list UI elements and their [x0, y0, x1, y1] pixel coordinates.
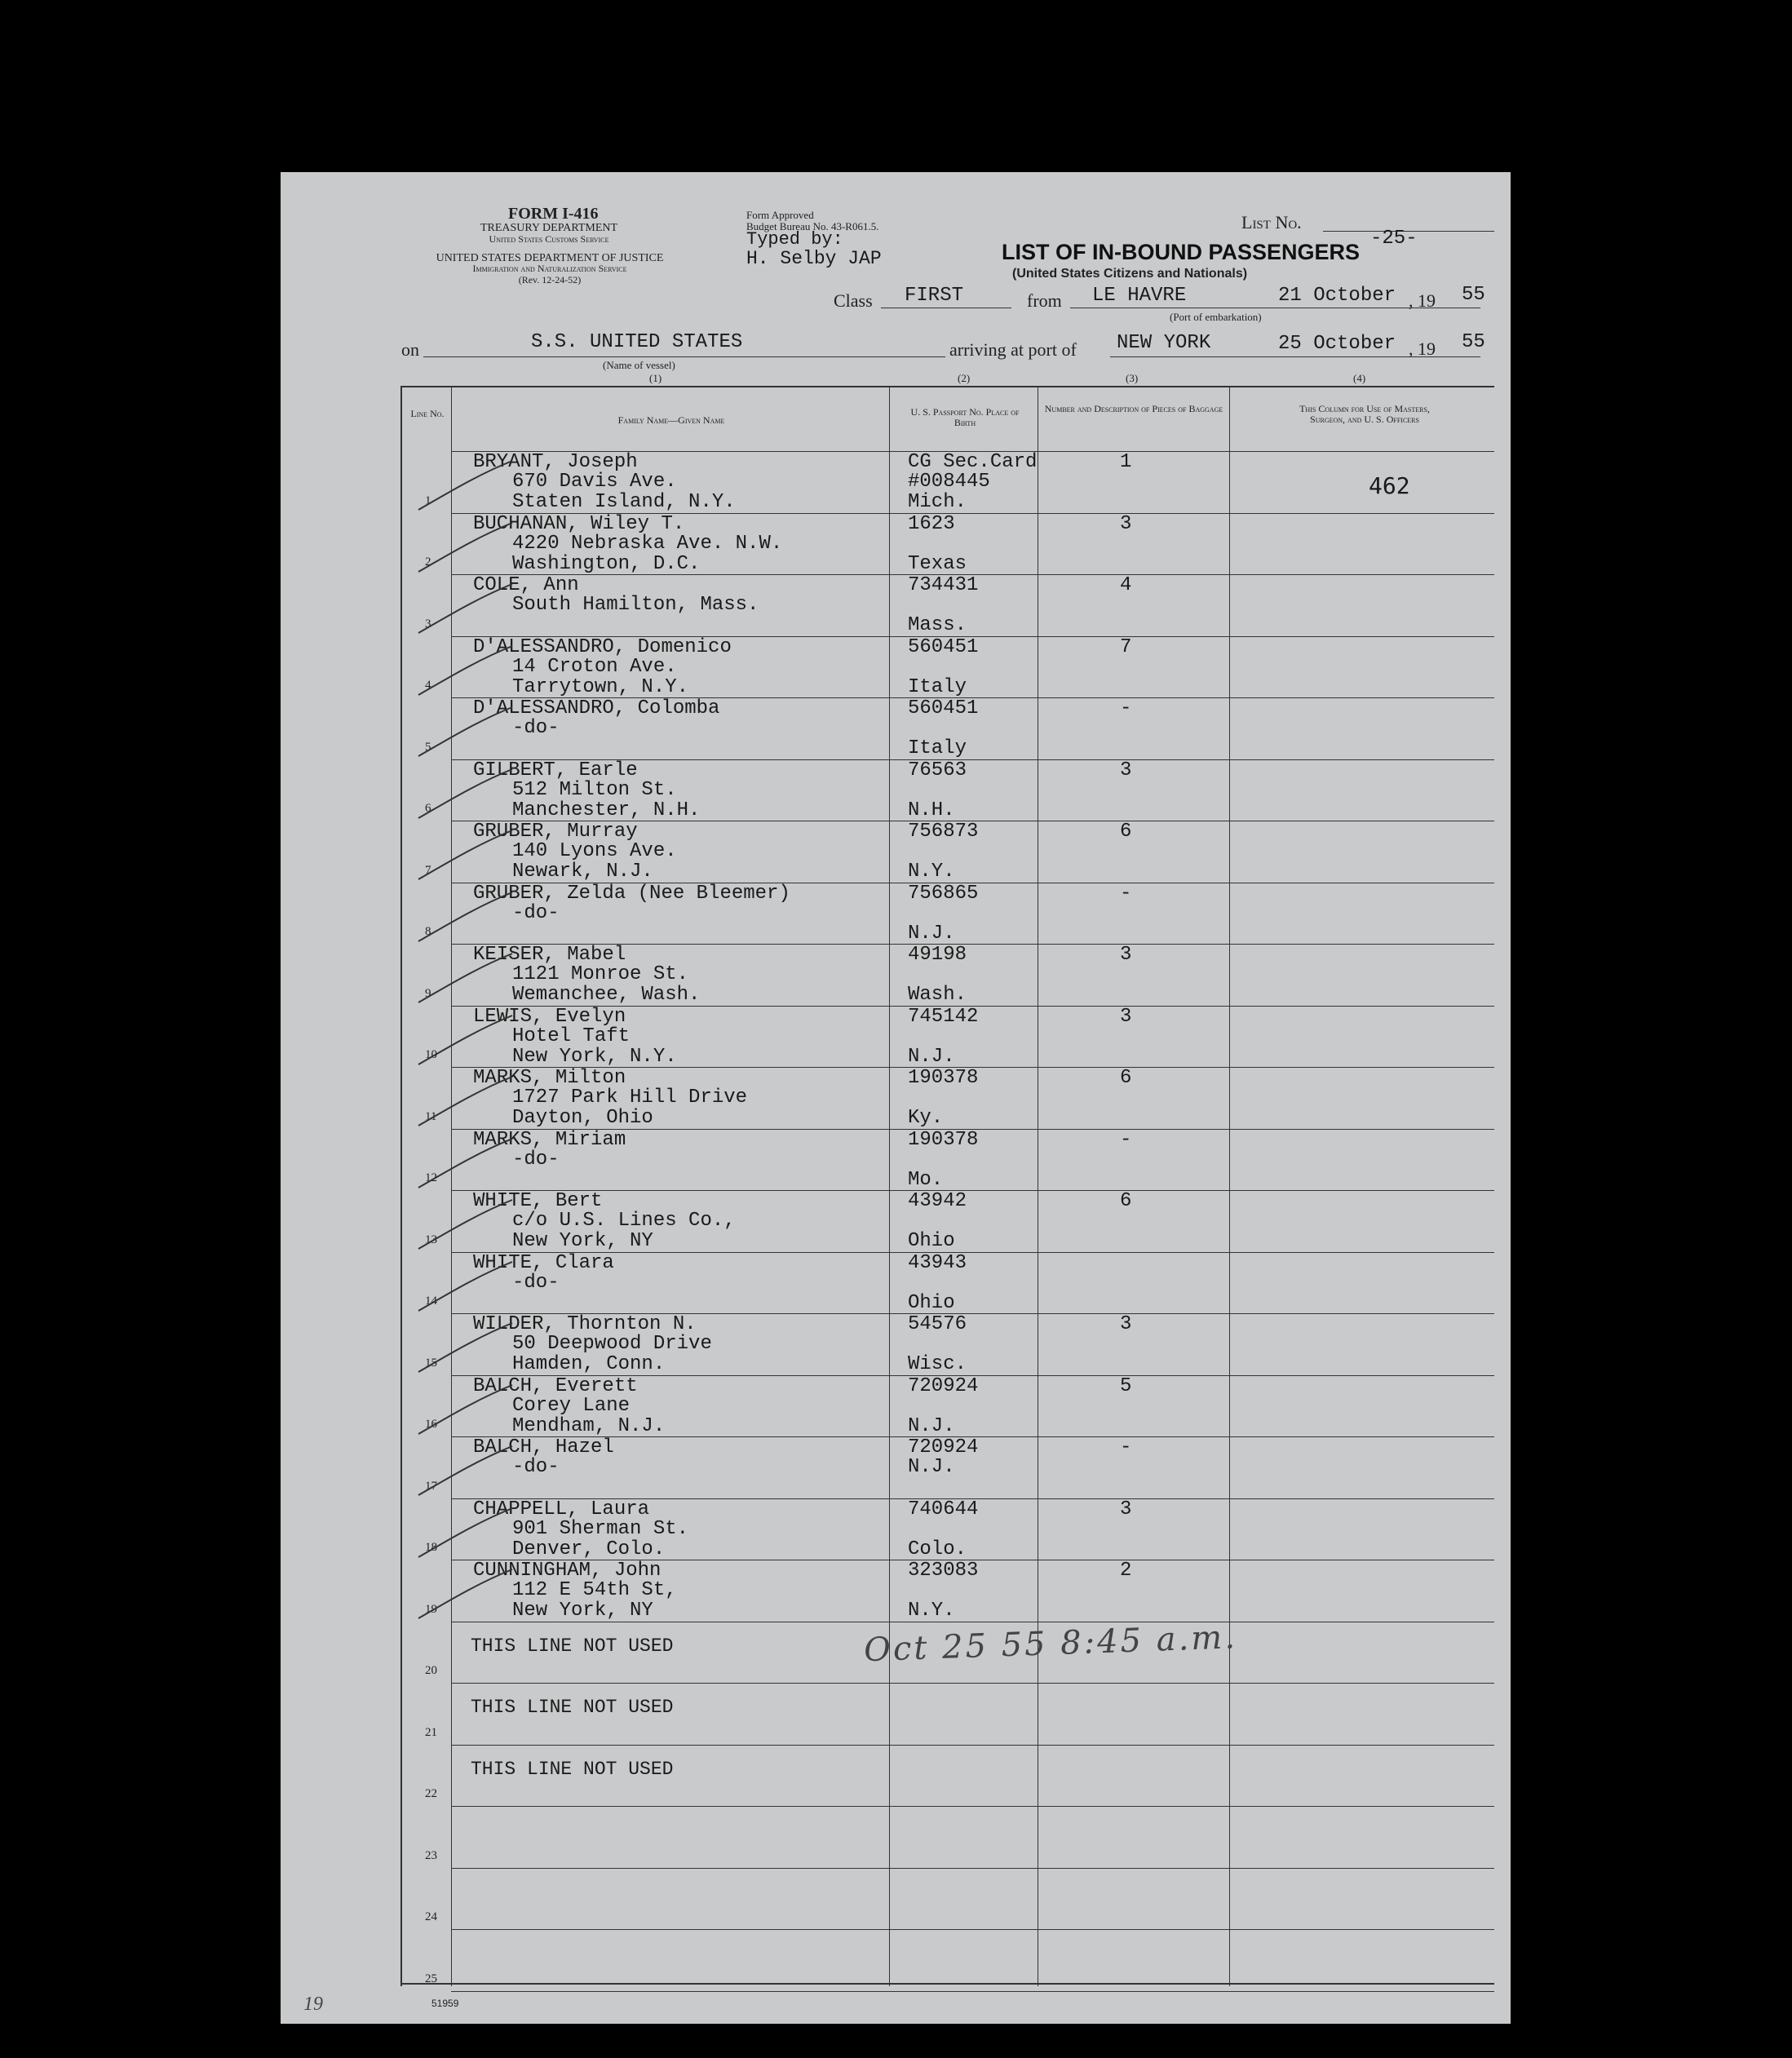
signature-initial-scrawl: [732, 1628, 865, 1675]
passenger-name: THIS LINE NOT USED: [471, 1697, 674, 1718]
class-value: FIRST: [905, 285, 964, 307]
place-of-birth: Italy: [908, 737, 967, 759]
passport-line-1: 740644: [908, 1498, 979, 1520]
baggage-count: 6: [1120, 1067, 1132, 1089]
arrival-date: 25 October: [1278, 333, 1396, 355]
baggage-count: -: [1120, 1128, 1132, 1151]
passenger-name: WHITE, Bert: [473, 1190, 603, 1212]
passport-line-1: 560451: [908, 635, 979, 658]
table-row: [402, 1129, 1494, 1191]
passenger-name: COLE, Ann: [473, 574, 579, 596]
place-of-birth: Ohio: [908, 1291, 955, 1314]
checkmark-icon: [410, 636, 459, 701]
passenger-address-line-1: 112 E 54th St,: [512, 1579, 677, 1601]
table-row: [402, 1498, 1494, 1560]
ins-service: Immigration and Naturalization Service: [472, 263, 627, 274]
line-number: 9: [425, 986, 431, 1000]
table-row: [402, 1190, 1494, 1252]
embarkation-port: LE HAVRE: [1092, 285, 1187, 307]
page-mark: 19: [303, 1994, 323, 2015]
table-row: [402, 1745, 1494, 1807]
baggage-count: 3: [1120, 1498, 1132, 1520]
row-rule: [451, 1991, 1494, 1992]
form-subtitle: (United States Citizens and Nationals): [1012, 267, 1248, 281]
passenger-name: GRUBER, Zelda (Nee Bleemer): [473, 882, 790, 905]
arrival-year: 55: [1462, 331, 1485, 353]
passenger-address-line-2: Mendham, N.J.: [512, 1414, 666, 1437]
baggage-count: 3: [1120, 759, 1132, 781]
list-number: -25-: [1370, 228, 1418, 250]
table-row: [402, 1806, 1494, 1868]
baggage-count: 6: [1120, 821, 1132, 843]
col-header-officers: This Column for Use of Masters, Surgeon, and U. S. Officers: [1299, 403, 1430, 425]
baggage-count: 5: [1120, 1374, 1132, 1397]
vessel-name: S.S. UNITED STATES: [531, 331, 743, 353]
table-row: [402, 1560, 1494, 1622]
place-of-birth: Mo.: [908, 1168, 944, 1191]
line-number: 23: [425, 1848, 437, 1862]
baggage-count: -: [1120, 1436, 1132, 1458]
passenger-address-line-1: South Hamilton, Mass.: [512, 594, 759, 616]
table-row: [402, 883, 1494, 945]
form-approved: Form Approved: [746, 209, 814, 221]
passenger-address-line-1: 4220 Nebraska Ave. N.W.: [512, 532, 783, 555]
passport-line-1: 734431: [908, 574, 979, 596]
checkmark-icon: [410, 1006, 459, 1071]
checkmark-icon: [410, 697, 459, 763]
passenger-address-line-1: 512 Milton St.: [512, 778, 677, 801]
list-no-label: List No.: [1241, 212, 1302, 232]
place-of-birth: Mass.: [908, 614, 967, 636]
table-row: [402, 1313, 1494, 1375]
passenger-address-line-2: Hamden, Conn.: [512, 1353, 666, 1375]
place-of-birth: Ohio: [908, 1230, 955, 1252]
passenger-name: WHITE, Clara: [473, 1251, 614, 1274]
treasury-dept: TREASURY DEPARTMENT: [480, 222, 618, 234]
table-bottom-rule: [402, 1983, 1494, 1985]
checkmark-icon: [410, 883, 459, 948]
passport-line-1: 43943: [908, 1251, 967, 1274]
passenger-address-line-2: New York, NY: [512, 1230, 653, 1252]
table-row: [402, 636, 1494, 698]
typed-by-label: Typed by:: [746, 229, 843, 250]
checkmark-icon: [410, 1436, 459, 1502]
passenger-name: BALCH, Everett: [473, 1374, 638, 1397]
baggage-count: -: [1120, 882, 1132, 905]
passenger-address-line-2: Manchester, N.H.: [512, 799, 701, 821]
passenger-address-line-2: Newark, N.J.: [512, 861, 653, 883]
passport-line-2: N.J.: [908, 1456, 955, 1478]
col-number-4: (4): [1353, 372, 1366, 384]
table-row: [402, 821, 1494, 883]
line-number: 6: [425, 802, 431, 815]
table-row: [402, 944, 1494, 1006]
place-of-birth: Wash.: [908, 984, 967, 1006]
passenger-address-line-2: Denver, Colo.: [512, 1538, 666, 1560]
table-row: [402, 697, 1494, 759]
arrival-port: NEW YORK: [1117, 332, 1211, 354]
place-of-birth: N.Y.: [908, 861, 955, 883]
checkmark-icon: [410, 1375, 459, 1441]
passenger-address-line-1: Corey Lane: [512, 1394, 631, 1417]
signature-date-time: Oct 25 55 8:45 a.m.: [863, 1618, 1238, 1670]
line-number: 18: [425, 1541, 437, 1554]
place-of-birth: Wisc.: [908, 1353, 967, 1375]
passport-line-1: 43942: [908, 1190, 967, 1212]
passenger-address-line-1: 14 Croton Ave.: [512, 655, 677, 678]
place-of-birth: N.Y.: [908, 1600, 955, 1622]
passenger-name: BRYANT, Joseph: [473, 451, 638, 473]
customs-service: United States Customs Service: [489, 233, 609, 245]
passenger-name: CHAPPELL, Laura: [473, 1498, 650, 1520]
passenger-address-line-1: -do-: [512, 1456, 560, 1478]
baggage-count: 3: [1120, 1313, 1132, 1335]
embarkation-date: 21 October: [1278, 285, 1396, 307]
passenger-name: THIS LINE NOT USED: [471, 1758, 674, 1780]
line-number: 3: [425, 617, 431, 631]
passport-line-1: 720924: [908, 1436, 979, 1458]
on-label: on: [401, 339, 419, 360]
passenger-name: THIS LINE NOT USED: [471, 1635, 674, 1657]
checkmark-icon: [410, 1252, 459, 1317]
baggage-count: 2: [1120, 1560, 1132, 1582]
table-row: [402, 1683, 1494, 1745]
place-of-birth: N.J.: [908, 922, 955, 945]
checkmark-icon: [410, 513, 459, 578]
line-number: 7: [425, 863, 431, 877]
checkmark-icon: [410, 821, 459, 886]
col-header-line-no: Line No.: [410, 408, 445, 419]
passport-line-1: 560451: [908, 697, 979, 719]
checkmark-icon: [410, 944, 459, 1009]
passenger-address-line-1: -do-: [512, 1271, 560, 1294]
checkmark-icon: [410, 1129, 459, 1194]
from-year-prefix: , 19: [1409, 290, 1436, 311]
passenger-name: BALCH, Hazel: [473, 1436, 614, 1458]
passport-line-1: 1623: [908, 512, 955, 535]
passenger-name: D'ALESSANDRO, Domenico: [473, 635, 732, 658]
passport-line-1: 190378: [908, 1067, 979, 1089]
checkmark-icon: [410, 1313, 459, 1379]
col-header-passport: U. S. Passport No. Place of Birth: [910, 406, 1020, 428]
baggage-count: 3: [1120, 1005, 1132, 1028]
checkmark-icon: [410, 1560, 459, 1625]
table-row: [402, 574, 1494, 636]
col-header-baggage: Number and Description of Pieces of Baggage: [1044, 403, 1223, 414]
col-number-1: (1): [649, 372, 662, 384]
vessel-caption: (Name of vessel): [603, 359, 675, 371]
form-code: 51959: [431, 1998, 459, 2009]
place-of-birth: Colo.: [908, 1538, 967, 1560]
passport-line-1: 76563: [908, 759, 967, 781]
passenger-address-line-1: 50 Deepwood Drive: [512, 1333, 712, 1355]
passenger-address-line-2: New York, N.Y.: [512, 1045, 677, 1068]
line-number: 12: [425, 1171, 437, 1184]
passenger-name: GRUBER, Murray: [473, 821, 638, 843]
line-number: 8: [425, 925, 431, 938]
table-row: [402, 1006, 1494, 1068]
place-of-birth: N.J.: [908, 1045, 955, 1068]
baggage-count: 3: [1120, 512, 1132, 535]
passenger-name: GILBERT, Earle: [473, 759, 638, 781]
checkmark-icon: [410, 451, 459, 516]
passenger-address-line-2: Staten Island, N.Y.: [512, 491, 736, 513]
line-number: 13: [425, 1233, 437, 1246]
passenger-name: CUNNINGHAM, John: [473, 1560, 661, 1582]
form-revision: (Rev. 12-24-52): [518, 274, 582, 285]
passport-line-1: 745142: [908, 1005, 979, 1028]
checkmark-icon: [410, 1067, 459, 1132]
passenger-address-line-1: -do-: [512, 717, 560, 739]
passenger-address-line-1: -do-: [512, 901, 560, 924]
passenger-address-line-2: Tarrytown, N.Y.: [512, 675, 689, 698]
baggage-count: 7: [1120, 635, 1132, 658]
line-number: 14: [425, 1295, 437, 1308]
table-row: [402, 1375, 1494, 1437]
baggage-count: 3: [1120, 944, 1132, 966]
passenger-table: [400, 386, 1494, 1986]
checkmark-icon: [410, 759, 459, 825]
passport-line-1: CG Sec.Card: [908, 451, 1038, 473]
passport-line-1: 720924: [908, 1374, 979, 1397]
line-number: 15: [425, 1356, 437, 1370]
table-row: [402, 759, 1494, 821]
embarkation-year: 55: [1462, 284, 1485, 306]
table-row: [402, 1868, 1494, 1930]
passenger-address-line-2: New York, NY: [512, 1600, 653, 1622]
passenger-name: KEISER, Mabel: [473, 944, 626, 966]
officer-notation: 462: [1369, 472, 1410, 499]
place-of-birth: N.J.: [908, 1414, 955, 1437]
vessel-underline: [423, 356, 945, 357]
line-number: 2: [425, 555, 431, 569]
port-caption: (Port of embarkation): [1170, 311, 1262, 323]
line-number: 25: [425, 1972, 437, 1985]
passenger-name: D'ALESSANDRO, Colomba: [473, 697, 720, 719]
typist-name: H. Selby JAP: [746, 248, 882, 269]
place-of-birth: Texas: [908, 552, 967, 575]
form-number: FORM I-416: [508, 205, 599, 223]
passenger-address-line-1: 1727 Park Hill Drive: [512, 1087, 748, 1109]
passenger-address-line-1: Hotel Taft: [512, 1025, 631, 1047]
table-row: [402, 1929, 1494, 1991]
passenger-address-line-1: 670 Davis Ave.: [512, 471, 677, 493]
line-number: 10: [425, 1048, 437, 1061]
passport-line-2: #008445: [908, 471, 990, 493]
passenger-address-line-1: 140 Lyons Ave.: [512, 840, 677, 862]
baggage-count: -: [1120, 697, 1132, 719]
passport-line-1: 190378: [908, 1128, 979, 1151]
line-number: 22: [425, 1787, 437, 1800]
passenger-name: MARKS, Milton: [473, 1067, 626, 1089]
col-header-name: Family Name—Given Name: [617, 414, 725, 426]
passport-line-1: 49198: [908, 944, 967, 966]
justice-dept: UNITED STATES DEPARTMENT OF JUSTICE: [436, 252, 664, 264]
arriving-label: arriving at port of: [949, 339, 1077, 360]
passport-line-1: 54576: [908, 1313, 967, 1335]
line-number: 20: [425, 1664, 437, 1677]
budget-bureau: Budget Bureau No. 43-R061.5.: [746, 220, 879, 232]
col-number-3: (3): [1126, 372, 1139, 384]
passenger-address-line-2: Washington, D.C.: [512, 552, 701, 575]
line-number: 5: [425, 740, 431, 754]
checkmark-icon: [410, 1498, 459, 1564]
line-number: 21: [425, 1725, 437, 1739]
passenger-name: WILDER, Thornton N.: [473, 1313, 697, 1335]
line-number: 24: [425, 1910, 437, 1923]
table-row: [402, 1436, 1494, 1498]
passenger-address-line-1: 1121 Monroe St.: [512, 963, 689, 985]
passenger-name: MARKS, Miriam: [473, 1128, 626, 1151]
baggage-count: 1: [1120, 451, 1132, 473]
place-of-birth: N.H.: [908, 799, 955, 821]
from-label: from: [1027, 290, 1062, 311]
passenger-name: BUCHANAN, Wiley T.: [473, 512, 685, 535]
passport-line-1: 756873: [908, 821, 979, 843]
line-number: 19: [425, 1602, 437, 1616]
passenger-address-line-1: -do-: [512, 1148, 560, 1171]
col-number-2: (2): [958, 372, 971, 384]
passenger-address-line-2: Dayton, Ohio: [512, 1107, 653, 1129]
baggage-count: 4: [1120, 574, 1132, 596]
line-number: 17: [425, 1479, 437, 1493]
place-of-birth: Ky.: [908, 1107, 944, 1129]
table-row: [402, 451, 1494, 513]
baggage-count: 6: [1120, 1190, 1132, 1212]
manifest-page: [281, 172, 1511, 2024]
passport-line-1: 323083: [908, 1560, 979, 1582]
table-row: [402, 1252, 1494, 1314]
passenger-name: LEWIS, Evelyn: [473, 1005, 626, 1028]
passenger-address-line-2: Wemanchee, Wash.: [512, 984, 701, 1006]
checkmark-icon: [410, 1190, 459, 1255]
table-row: [402, 513, 1494, 575]
form-title: LIST OF IN-BOUND PASSENGERS: [1002, 240, 1361, 264]
line-number: 11: [425, 1109, 437, 1123]
passport-line-1: 756865: [908, 882, 979, 905]
passenger-address-line-1: c/o U.S. Lines Co.,: [512, 1210, 736, 1232]
arrival-year-prefix: , 19: [1409, 339, 1436, 359]
passenger-address-line-1: 901 Sherman St.: [512, 1517, 689, 1540]
table-row: [402, 1067, 1494, 1129]
line-number: 16: [425, 1418, 437, 1431]
class-label: Class: [834, 290, 873, 311]
checkmark-icon: [410, 574, 459, 640]
place-of-birth: Italy: [908, 675, 967, 698]
line-number: 1: [425, 493, 431, 507]
place-of-birth: Mich.: [908, 491, 967, 513]
line-number: 4: [425, 679, 431, 692]
table-top-rule: [402, 386, 1494, 387]
